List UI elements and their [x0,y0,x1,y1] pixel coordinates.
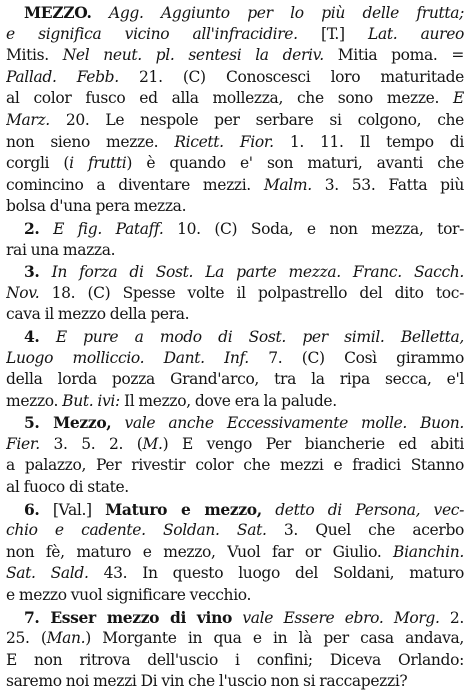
entry-text-run: Il mezzo, dove era la palude. [119,391,337,410]
entry-text-line [6,520,464,542]
entry-bold-run: 7. Esser mezzo di vino [24,607,232,627]
entry-text-line [6,2,464,24]
entry-text-line [6,132,464,154]
entry-text-run: mezzo. [6,391,63,410]
entry-text-run: 18. (C) Spesse volte il polpastrello del dito toc- [39,283,464,302]
entry-text-run: 10. (C) Soda, e non mezza, tor- [163,219,464,238]
entry-italic-run: Nov. [6,283,40,302]
entry-bold-run: 2. [24,218,40,238]
entry-text-line [6,650,464,672]
entry-text-line [6,628,464,650]
entry-italic-run: chio e cadente. Soldan. Sat. [6,521,267,540]
entry-italic-run: Agg. Aggiunto per lo più delle frutta; [91,4,464,22]
entry-italic-run: Malm. [263,175,312,194]
entry-text-run: Mitis. [6,46,63,65]
entry-text-run: cava il mezzo della pera. [6,305,190,324]
entry-text-run: a palazzo, Per rivestir color che mezzi e fradici Stanno [6,456,464,475]
entry-bold-run: Maturo e mezzo, [105,499,262,519]
entry-text-line [6,326,464,348]
entry-text-run: E non ritrova dell'uscio i confini; Diceva Orlando: [6,650,464,669]
entry-bold-run: 4. [24,326,40,346]
entry-text-run: 20. Le nespole per serbare si colgono, che [49,110,464,129]
entry-text-line [6,67,464,89]
entry-text-line [6,175,464,197]
entry-text-run: bolsa d'una pera mezza. [6,197,187,216]
entry-text-line [6,196,464,218]
entry-text-line [6,45,464,67]
entry-text-run: 21. (C) Conoscesci loro maturitade [118,67,464,86]
entry-text-line [6,283,464,305]
entry-italic-run: Bianchin. [393,542,464,561]
entry-text-line [6,153,464,175]
entry-text-run: rai una mazza. [6,240,116,259]
entry-text-line [6,391,464,413]
entry-text-line [6,348,464,370]
entry-text-line [6,434,464,456]
entry-text-run: ) E vengo Per biancherie ed abiti [162,434,464,453]
entry-text-run: 2. [439,608,464,627]
entry-text-run: Mitia poma. = [323,46,464,65]
entry-text-line [6,542,464,564]
entry-italic-run: Fier. [6,434,40,453]
entry-italic-run: Lat. aureo [368,24,464,43]
entry-text-line [6,499,464,521]
entry-text-line [6,585,464,607]
entry-bold-run: 5. Mezzo, [24,413,112,433]
entry-italic-run: But. ivi: [62,391,120,410]
entry-text-line [6,412,464,434]
entry-text-run: 43. In questo luogo del Soldani, maturo [88,564,464,583]
entry-text-run: 3. 53. Fatta più [311,175,464,194]
entry-italic-run: M. [142,434,163,453]
dictionary-entry-mezzo [6,2,464,693]
entry-text-line [6,261,464,283]
entry-text-run: al fuoco di state. [6,478,129,497]
entry-text-run: 3. Quel che acerbo [266,521,464,540]
entry-text-run: della lorda pozza Grand'arco, tra la ripa secca, e'l [6,370,464,389]
entry-text-run: saremo noi mezzi Di vin che l'uscio non si raccapezzi? [6,672,408,691]
entry-italic-run: e significa vicino all'infracidire. [6,24,298,43]
entry-text-line [6,369,464,391]
entry-italic-run: detto di Persona, vec- [261,500,464,519]
entry-italic-run: In forza di Sost. La parte mezza. Franc. Sacch. [39,263,464,282]
entry-italic-run: Marz. [6,110,50,129]
entry-italic-run: vale Essere ebro. Morg. [231,608,440,627]
entry-text-run: non fè, maturo e mezzo, Vuol far or Giulio. [6,542,394,561]
entry-text-run: corgli ( [6,154,70,173]
entry-text-run: comincino a diventare mezzi. [6,175,264,194]
entry-text-run: e mezzo vuol significare vecchio. [6,586,252,605]
entry-text-run: [Val.] [39,500,106,519]
entry-bold-run: MEZZO. [24,3,92,22]
entry-text-line [6,563,464,585]
entry-italic-run: E [453,89,464,108]
entry-text-line [6,218,464,240]
entry-italic-run: vale anche Eccessivamente molle. Buon. [111,414,464,433]
entry-text-line [6,88,464,110]
entry-text-line [6,607,464,629]
entry-italic-run: E fig. Pataff. [39,219,164,238]
entry-italic-run: i frutti [69,154,127,173]
entry-bold-run: 3. [24,262,40,282]
entry-text-run: 25. ( [6,629,47,648]
entry-italic-run: Man. [46,629,86,648]
entry-text-run: 7. (C) Così girammo [248,348,464,367]
entry-italic-run: Sat. Sald. [6,564,89,583]
entry-text-line [6,304,464,326]
entry-text-run: ) Morgante in qua e in là per casa andava, [85,629,464,648]
entry-text-run: ) è quando e' son maturi, avanti che [126,154,464,173]
entry-text-line [6,110,464,132]
entry-italic-run: Pallad. Febb. [6,67,119,86]
entry-italic-run: Nel neut. pl. sentesi la deriv. [62,46,324,65]
entry-text-line [6,240,464,262]
entry-text-run: non sieno mezze. [6,132,175,151]
entry-text-line [6,671,464,693]
entry-text-line [6,24,464,46]
entry-italic-run: E pure a modo di Sost. per simil. Belletta, [39,327,464,346]
entry-italic-run: Ricett. Fior. [174,132,274,151]
entry-text-line [6,455,464,477]
entry-bold-run: 6. [24,499,40,519]
entry-text-line [6,477,464,499]
entry-text-run: 3. 5. 2. ( [39,434,143,453]
entry-text-run: 1. 11. Il tempo di [273,132,464,151]
entry-italic-run: Luogo molliccio. Dant. Inf. [6,348,249,367]
entry-text-run: [T.] [297,24,369,43]
entry-text-run: al color fusco ed alla mollezza, che sono mezze. [6,89,454,108]
